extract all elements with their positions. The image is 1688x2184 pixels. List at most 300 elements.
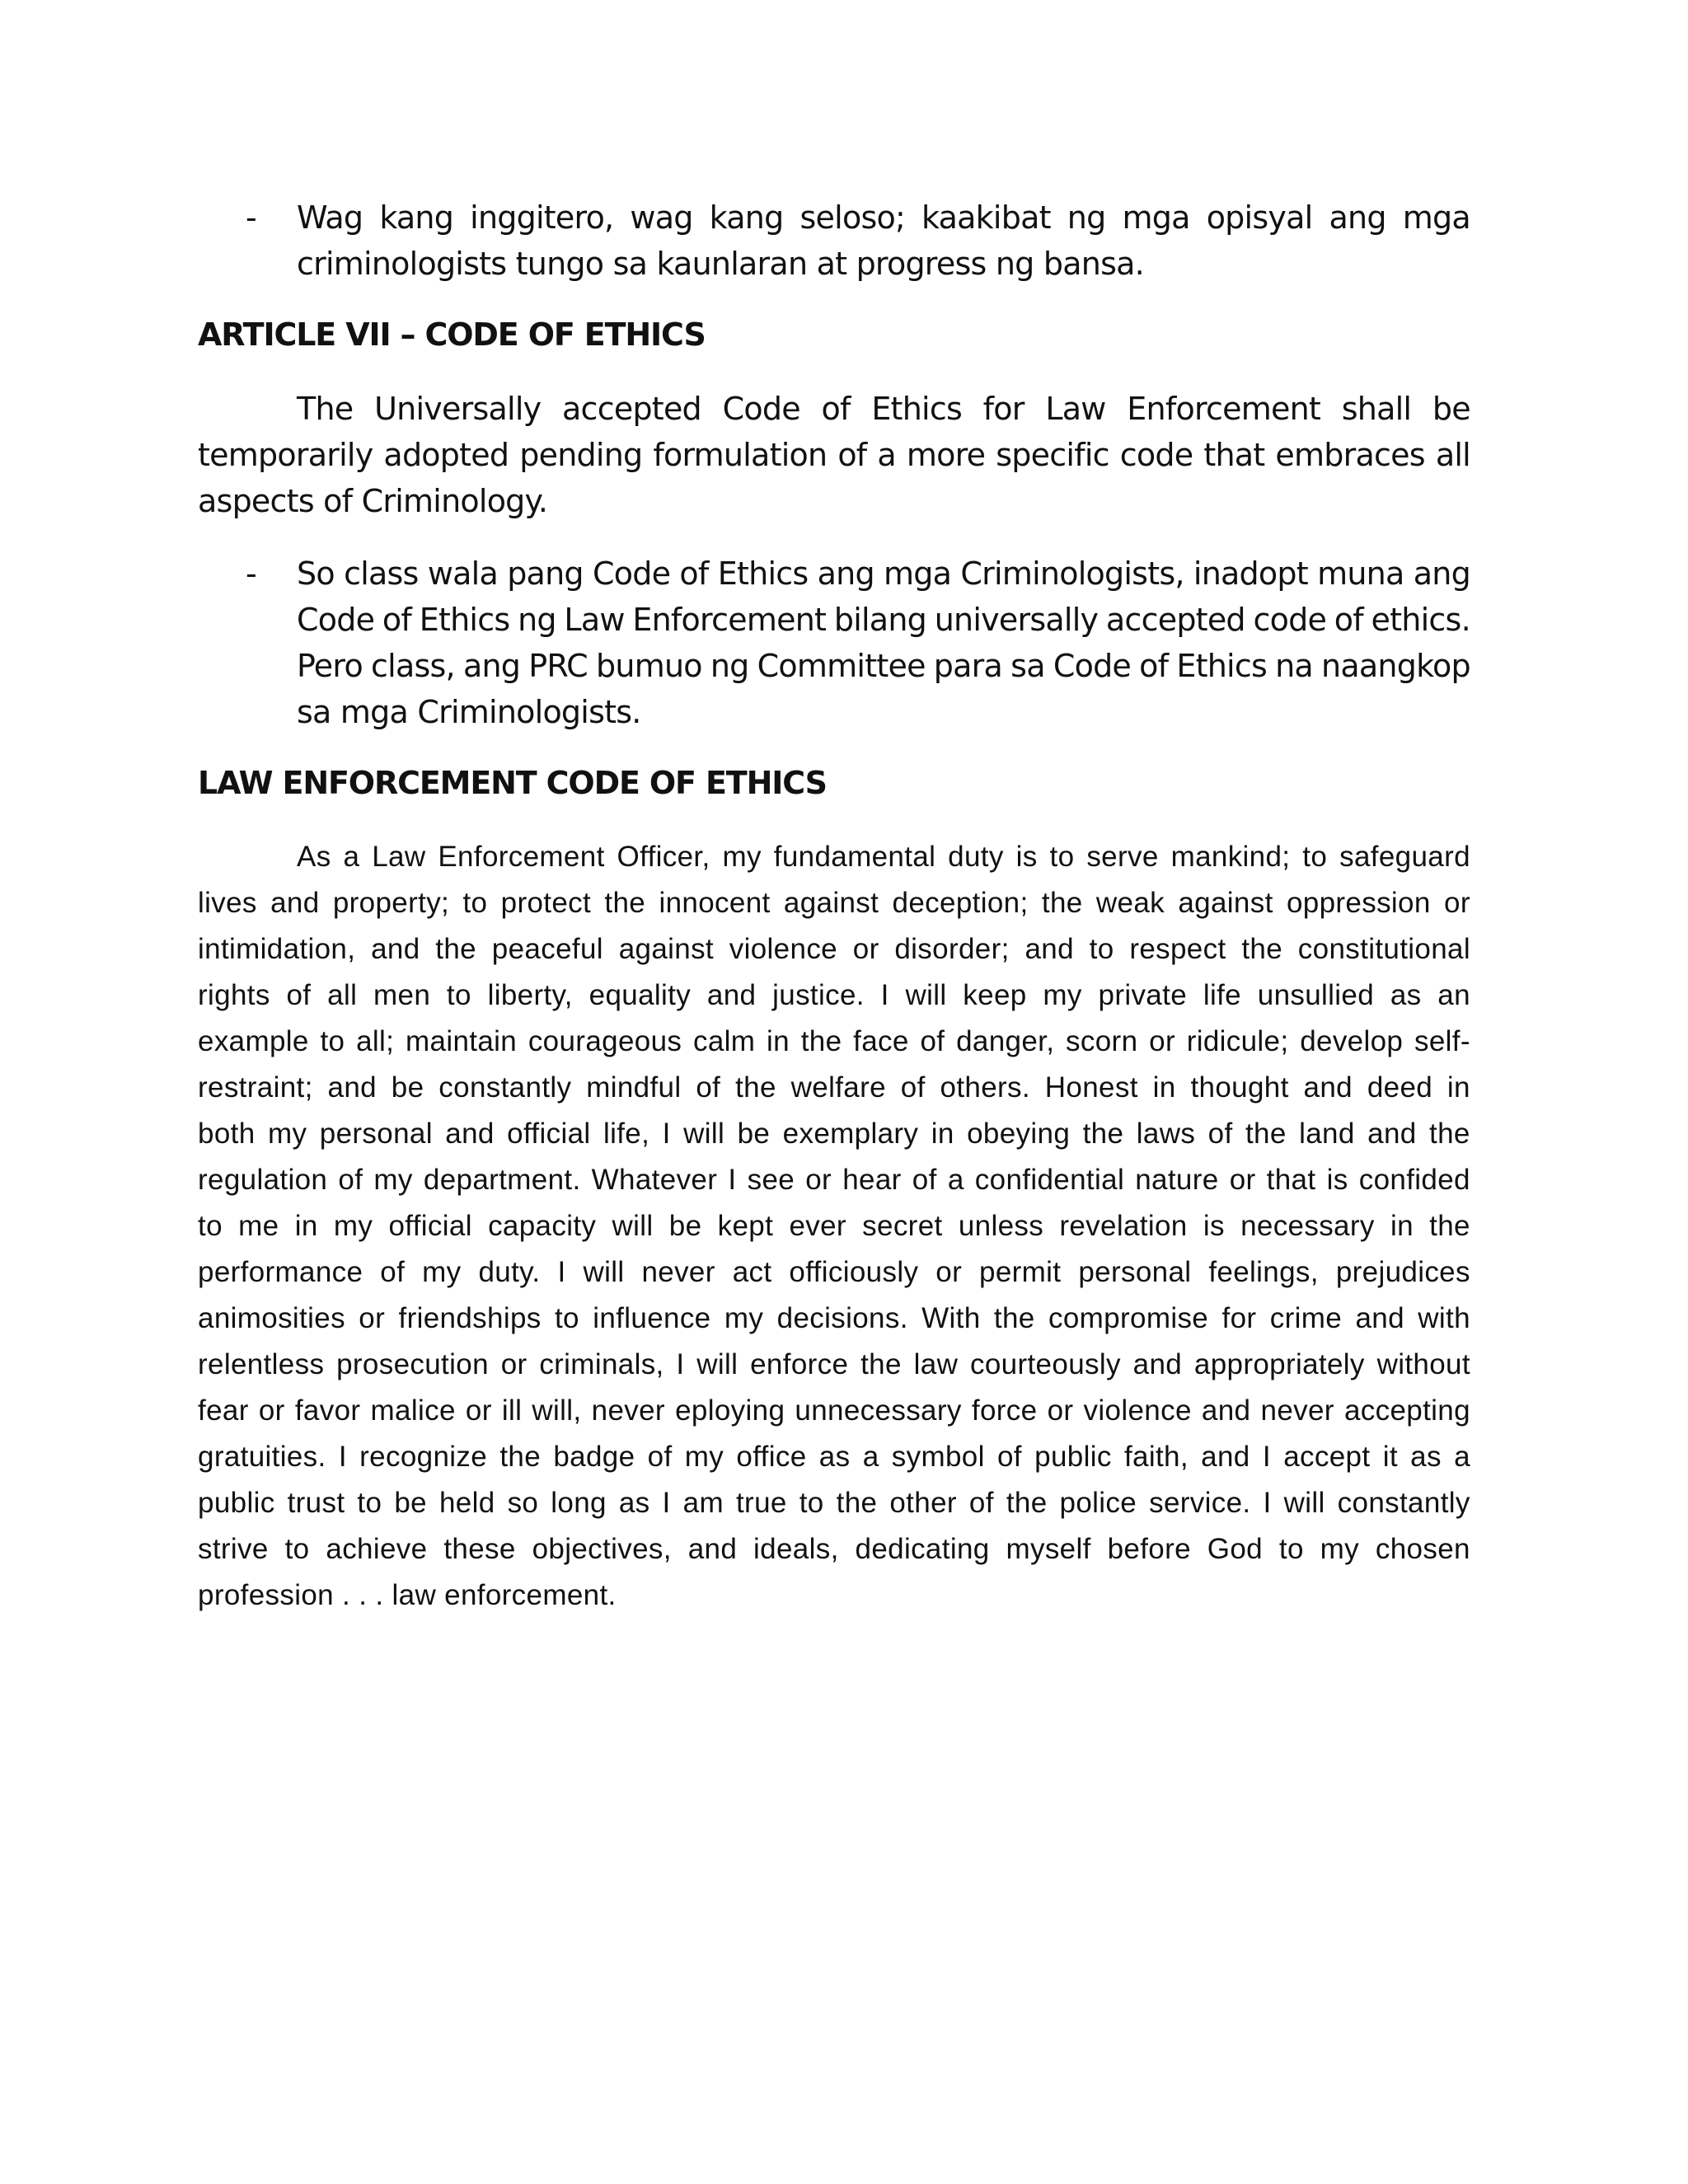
word: mga	[884, 555, 952, 592]
word: so	[507, 1487, 539, 1519]
word: duty.	[478, 1256, 541, 1288]
word: accepted	[562, 391, 701, 427]
word: decisions.	[776, 1302, 908, 1334]
word: malice	[370, 1394, 456, 1427]
text-line	[198, 1388, 1470, 1434]
word: an	[1437, 979, 1470, 1011]
word: official	[507, 1118, 591, 1150]
word: to	[554, 1302, 579, 1334]
word: welfare	[790, 1071, 886, 1104]
word: favor	[294, 1394, 361, 1427]
word: badge	[553, 1441, 635, 1473]
word: the	[1006, 1487, 1048, 1519]
word: animosities	[198, 1302, 345, 1334]
word: will	[905, 979, 947, 1011]
word: opisyal	[1206, 199, 1313, 236]
word: land	[1299, 1118, 1355, 1150]
word: I	[728, 1164, 737, 1196]
word: pending	[519, 437, 643, 473]
word: me	[238, 1210, 279, 1242]
word: duty	[948, 841, 1004, 873]
word: adopted	[383, 437, 509, 473]
word: permit	[979, 1256, 1062, 1288]
word: specific	[996, 437, 1109, 473]
word: the	[1241, 933, 1283, 965]
word: deed	[1367, 1071, 1433, 1104]
word: to	[462, 887, 488, 919]
word: dedicating	[855, 1533, 990, 1565]
word: exemplary	[782, 1118, 919, 1150]
word: I	[662, 1487, 671, 1519]
word: all;	[356, 1025, 395, 1057]
word: Enforcement	[438, 841, 605, 873]
word: of	[286, 979, 312, 1011]
word: property;	[332, 887, 450, 919]
word: be	[391, 1071, 424, 1104]
word: and	[1367, 1118, 1417, 1150]
word: of	[1139, 648, 1169, 684]
word: laws	[1136, 1118, 1196, 1150]
word: thought	[1190, 1071, 1289, 1104]
word: law	[913, 1348, 959, 1380]
section-heading-law-enforcement-code: LAW ENFORCEMENT CODE OF ETHICS	[198, 765, 827, 801]
word: ang	[1413, 555, 1470, 592]
word: to	[1049, 841, 1075, 873]
word: and	[327, 1071, 377, 1104]
word: Law	[1045, 391, 1106, 427]
word: that	[1266, 1164, 1316, 1196]
bullet-dash: -	[246, 199, 256, 236]
word: as	[1390, 979, 1422, 1011]
word: Ethics	[1176, 648, 1268, 684]
word: both	[198, 1118, 256, 1150]
word: shall	[1341, 391, 1412, 427]
word: formulation	[653, 437, 828, 473]
word: symbol	[891, 1441, 985, 1473]
word: my	[1043, 979, 1082, 1011]
word: protect	[500, 887, 592, 919]
word: and	[270, 887, 320, 919]
word: unsullied	[1257, 979, 1375, 1011]
word: scorn	[1066, 1025, 1138, 1057]
word: violence	[729, 933, 837, 965]
word: PRC	[528, 648, 588, 684]
word: personal	[1078, 1256, 1192, 1288]
word: my	[722, 841, 762, 873]
word: of	[679, 555, 709, 592]
word: my	[1320, 1533, 1360, 1565]
word: mindful	[586, 1071, 682, 1104]
bullet-text	[297, 194, 1470, 287]
word: true	[735, 1487, 787, 1519]
word: muna	[1317, 555, 1404, 592]
word: mankind;	[1170, 841, 1291, 873]
word: Ethics	[871, 391, 962, 427]
text-line	[198, 1342, 1470, 1388]
word: to	[446, 979, 471, 1011]
word: para	[933, 648, 1003, 684]
word: maintain	[406, 1025, 518, 1057]
word: and	[1355, 1302, 1404, 1334]
text-line: aspects of Criminology.	[198, 483, 548, 519]
word: and	[371, 933, 420, 965]
word: or	[1444, 887, 1470, 919]
word: to	[320, 1025, 345, 1057]
word: constitutional	[1297, 933, 1470, 965]
word: kaakibat	[921, 199, 1051, 236]
word: compromise	[1048, 1302, 1209, 1334]
word: Committee	[757, 648, 926, 684]
word: eploying	[675, 1394, 785, 1427]
word: Code	[1053, 648, 1132, 684]
word: Enforcement	[1127, 391, 1321, 427]
word: mga	[1402, 199, 1470, 236]
word: public	[198, 1487, 275, 1519]
word: accepting	[1343, 1394, 1470, 1427]
text-line	[198, 1111, 1470, 1157]
word: kept	[717, 1210, 774, 1242]
word: personal	[319, 1118, 433, 1150]
word: criminals,	[539, 1348, 664, 1380]
word: class,	[371, 648, 455, 684]
word: pang	[507, 555, 584, 592]
word: liberty,	[487, 979, 573, 1011]
word: appropriately	[1193, 1348, 1365, 1380]
word: the	[860, 1348, 902, 1380]
word: fundamental	[773, 841, 936, 873]
word: or	[852, 933, 879, 965]
word: restraint;	[198, 1071, 313, 1104]
word: against	[1178, 887, 1273, 919]
text-line	[198, 1019, 1470, 1065]
word: the	[499, 1441, 542, 1473]
word: Ethics	[419, 602, 510, 638]
word: held	[438, 1487, 495, 1519]
word: the	[1429, 1118, 1470, 1150]
word: temporarily	[198, 437, 373, 473]
word: seloso;	[799, 199, 906, 236]
word: will	[1283, 1487, 1325, 1519]
text-line	[198, 1526, 1470, 1572]
word: of	[837, 437, 867, 473]
word: as	[818, 1441, 851, 1473]
text-line	[198, 1434, 1470, 1480]
word: and	[1025, 933, 1074, 965]
word: my	[422, 1256, 462, 1288]
word: influence	[593, 1302, 711, 1334]
word: unnecessary	[795, 1394, 962, 1427]
word: in	[931, 1118, 954, 1150]
word: peaceful	[491, 933, 603, 965]
word: is	[1015, 841, 1038, 873]
word: a	[862, 1441, 879, 1473]
word: innocent	[659, 887, 771, 919]
word: of	[920, 1025, 945, 1057]
text-line: profession . . . law enforcement.	[198, 1579, 617, 1611]
word: I	[880, 979, 889, 1011]
word: with	[1418, 1302, 1470, 1334]
word: myself	[1006, 1533, 1091, 1565]
word: the	[1429, 1210, 1470, 1242]
word: never	[1260, 1394, 1334, 1427]
word: be	[1432, 391, 1470, 427]
section-heading-article-vii: ARTICLE VII – CODE OF ETHICS	[198, 316, 706, 353]
word: code	[1253, 602, 1327, 638]
word: ill	[501, 1394, 523, 1427]
bullet-item-1	[198, 194, 1470, 287]
word: Law	[564, 602, 625, 638]
word: equality	[588, 979, 692, 1011]
word: or	[465, 1394, 492, 1427]
word: weak	[1095, 887, 1165, 919]
word: courageous	[528, 1025, 682, 1057]
word: a	[343, 841, 360, 873]
word: in	[767, 1025, 790, 1057]
word: act	[732, 1256, 772, 1288]
word: wala	[427, 555, 498, 592]
word: of	[338, 1164, 363, 1196]
word: will	[612, 1210, 654, 1242]
word: officiously	[789, 1256, 919, 1288]
word: rights	[198, 979, 270, 1011]
word: universally	[934, 602, 1099, 638]
word: for	[982, 391, 1025, 427]
word: against	[618, 933, 714, 965]
word: serve	[1086, 841, 1159, 873]
word: and	[1201, 1394, 1251, 1427]
word: unless	[958, 1210, 1044, 1242]
word: nature	[1135, 1164, 1219, 1196]
word: God	[1207, 1533, 1264, 1565]
word: The	[297, 391, 354, 427]
word: sa	[1010, 648, 1045, 684]
word: of	[912, 1164, 937, 1196]
word: ang	[1329, 199, 1386, 236]
word: to	[357, 1487, 382, 1519]
word: before	[1107, 1533, 1191, 1565]
word: of	[696, 1071, 721, 1104]
word: without	[1376, 1348, 1470, 1380]
word: prejudices	[1335, 1256, 1470, 1288]
word: revelation	[1059, 1210, 1188, 1242]
word: others.	[940, 1071, 1030, 1104]
word: more	[906, 437, 986, 473]
word: develop	[1300, 1025, 1404, 1057]
word: in	[1447, 1071, 1470, 1104]
word: With	[921, 1302, 981, 1334]
word: is	[1203, 1210, 1225, 1242]
text-line	[198, 880, 1470, 926]
word: ever	[789, 1210, 846, 1242]
word: wag	[630, 199, 693, 236]
text-line	[198, 1249, 1470, 1296]
text-line	[198, 386, 1470, 432]
word: be	[668, 1210, 702, 1242]
word: be	[394, 1487, 427, 1519]
word: service.	[1149, 1487, 1251, 1519]
word: Law	[372, 841, 426, 873]
word: disorder;	[894, 933, 1010, 965]
text-line	[297, 643, 1470, 689]
word: of	[821, 391, 851, 427]
word: against	[783, 887, 879, 919]
word: constantly	[1337, 1487, 1470, 1519]
word: secret	[862, 1210, 943, 1242]
word: all	[1435, 437, 1470, 473]
word: feelings,	[1208, 1256, 1319, 1288]
word: it	[1382, 1441, 1398, 1473]
word: ethics.	[1371, 602, 1470, 638]
word: Code	[297, 602, 375, 638]
word: will	[696, 1348, 738, 1380]
text-line	[198, 1203, 1470, 1249]
word: capacity	[488, 1210, 597, 1242]
word: and	[706, 979, 757, 1011]
word: Officer,	[617, 841, 710, 873]
word: I	[676, 1348, 685, 1380]
word: will	[583, 1256, 625, 1288]
text-line	[198, 926, 1470, 972]
word: of	[380, 1256, 406, 1288]
word: the	[836, 1487, 878, 1519]
word: Honest	[1044, 1071, 1138, 1104]
word: life,	[603, 1118, 650, 1150]
word: Whatever	[591, 1164, 718, 1196]
text-line	[297, 597, 1470, 643]
word: hear	[842, 1164, 902, 1196]
word: oppression	[1286, 887, 1431, 919]
word: the	[435, 933, 477, 965]
word: the	[604, 887, 646, 919]
word: Code	[592, 555, 671, 592]
text-line	[198, 1296, 1470, 1342]
word: and	[1132, 1348, 1183, 1380]
word: obeying	[967, 1118, 1071, 1150]
word: Wag	[297, 199, 363, 236]
word: police	[1059, 1487, 1137, 1519]
word: necessary	[1240, 1210, 1375, 1242]
word: as	[1410, 1441, 1442, 1473]
word: never	[591, 1394, 665, 1427]
word: courteously	[970, 1348, 1121, 1380]
word: friendships	[398, 1302, 542, 1334]
word: or	[359, 1302, 386, 1334]
word: objectives,	[532, 1533, 672, 1565]
word: to	[198, 1210, 223, 1242]
word: a	[877, 437, 896, 473]
word: life	[1203, 979, 1241, 1011]
word: my	[373, 1164, 413, 1196]
word: of	[647, 1441, 673, 1473]
word: safeguard	[1339, 841, 1470, 873]
word: class	[344, 555, 419, 592]
word: long	[551, 1487, 607, 1519]
word: violence	[1083, 1394, 1192, 1427]
word: my	[267, 1118, 307, 1150]
word: is	[1326, 1164, 1348, 1196]
word: the	[993, 1302, 1035, 1334]
word: the	[1245, 1118, 1287, 1150]
word: of	[968, 1487, 994, 1519]
word: in	[294, 1210, 318, 1242]
word: performance	[198, 1256, 363, 1288]
word: other	[889, 1487, 957, 1519]
word: these	[443, 1533, 516, 1565]
word: ng	[1067, 199, 1106, 236]
text-line	[198, 1065, 1470, 1111]
word: my	[724, 1302, 764, 1334]
word: my	[333, 1210, 373, 1242]
word: I	[338, 1441, 347, 1473]
word: or	[500, 1348, 528, 1380]
word: for	[1221, 1302, 1257, 1334]
word: all	[327, 979, 358, 1011]
text-line	[198, 1157, 1470, 1203]
word: ang	[817, 555, 874, 592]
word: to	[1278, 1533, 1304, 1565]
word: the	[1041, 887, 1083, 919]
word: see	[747, 1164, 795, 1196]
word: ridicule;	[1186, 1025, 1289, 1057]
word: embraces	[1275, 437, 1425, 473]
word: public	[1034, 1441, 1112, 1473]
text-line	[198, 834, 1470, 880]
text-line	[198, 972, 1470, 1019]
word: a	[947, 1164, 964, 1196]
word: danger,	[956, 1025, 1055, 1057]
word: I	[557, 1256, 566, 1288]
word: face	[853, 1025, 909, 1057]
word: never	[641, 1256, 715, 1288]
word: I	[1263, 1487, 1272, 1519]
word: crime	[1269, 1302, 1343, 1334]
word: be	[737, 1118, 771, 1150]
word: I	[662, 1118, 671, 1150]
bullet-item-2	[198, 551, 1470, 735]
word: the	[1082, 1118, 1124, 1150]
word: to	[799, 1487, 824, 1519]
word: ng	[710, 648, 749, 684]
word: or	[1149, 1025, 1175, 1057]
word: prosecution	[336, 1348, 489, 1380]
word: of	[996, 1441, 1022, 1473]
word: force	[971, 1394, 1038, 1427]
text-line	[297, 551, 1470, 597]
word: and	[1201, 1441, 1250, 1473]
word: So	[297, 555, 335, 592]
word: achieve	[326, 1533, 428, 1565]
word: inadopt	[1193, 555, 1308, 592]
word: the	[735, 1071, 776, 1104]
word: and	[1303, 1071, 1353, 1104]
word: respect	[1129, 933, 1226, 965]
text-line	[198, 1480, 1470, 1526]
word: lives	[198, 887, 257, 919]
word: kang	[709, 199, 784, 236]
word: am	[682, 1487, 724, 1519]
word: confidential	[974, 1164, 1125, 1196]
word: of	[900, 1071, 926, 1104]
word: of	[382, 602, 412, 638]
word: trust	[287, 1487, 345, 1519]
word: that	[1203, 437, 1265, 473]
word: regulation	[198, 1164, 328, 1196]
word: or	[935, 1256, 963, 1288]
word: strive	[198, 1533, 269, 1565]
word: gratuities.	[198, 1441, 326, 1473]
word: confided	[1358, 1164, 1470, 1196]
word: constantly	[438, 1071, 572, 1104]
